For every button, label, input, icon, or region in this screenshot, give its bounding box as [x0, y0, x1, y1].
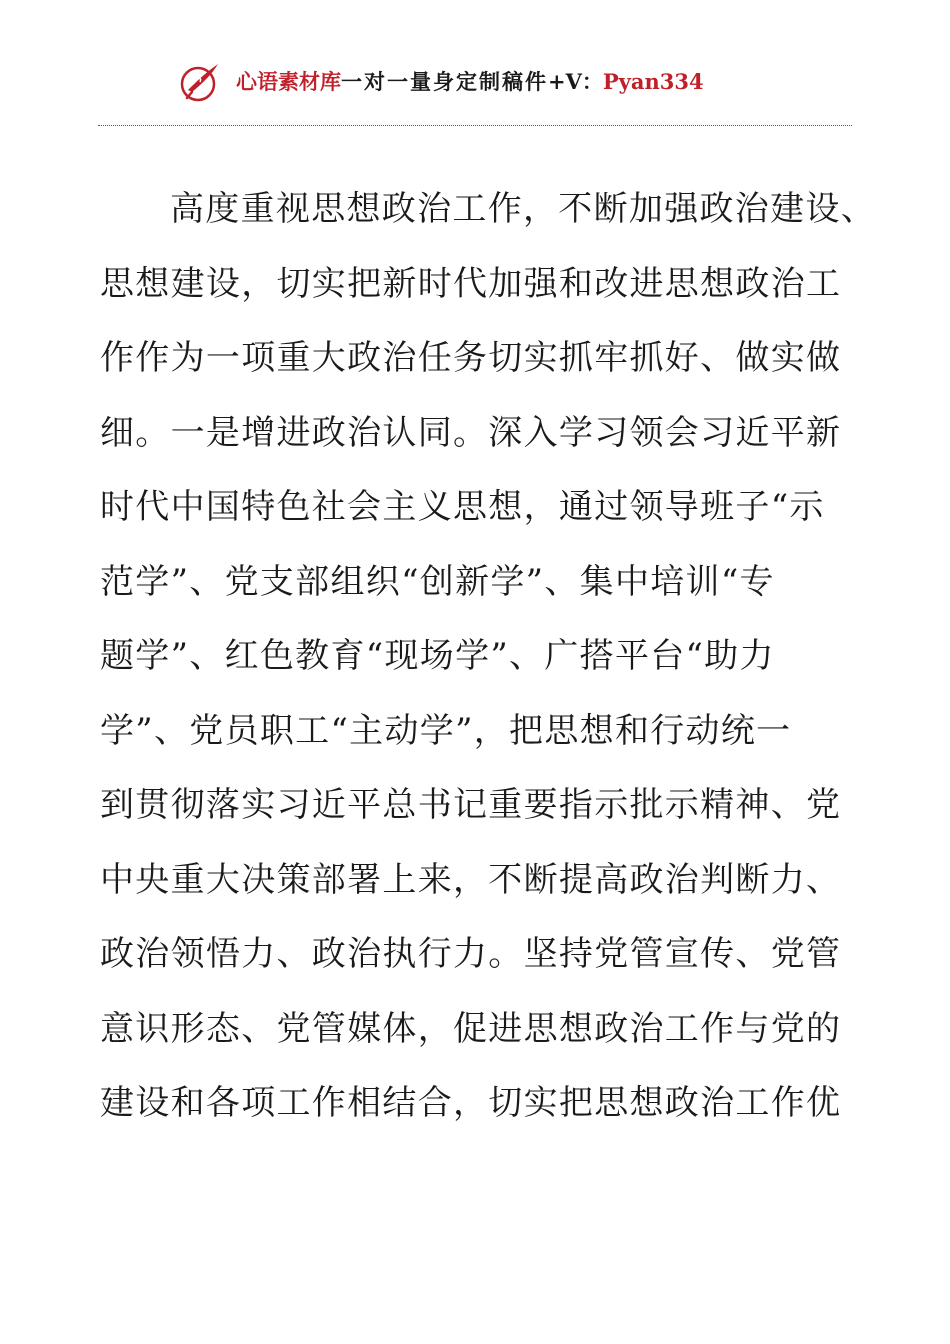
page-header [0, 56, 950, 112]
contact-prefix: +V： [548, 69, 603, 94]
body-line: 高度重视思想政治工作，不断加强政治建设、 [170, 189, 876, 229]
body-line: 意识形态、党管媒体，促进思想政治工作与党的 [100, 1008, 842, 1049]
body-line: 范学”、党支部组织“创新学”、集中培训“专 [100, 561, 775, 602]
header-slogan: 一对一量身定制稿件 [341, 69, 548, 94]
header-divider [98, 125, 852, 126]
quill-pen-logo-icon [178, 60, 222, 104]
body-line: 学”、党员职工“主动学”，把思想和行动统一 [100, 710, 792, 751]
body-line: 中央重大决策部署上来，不断提高政治判断力、 [100, 859, 842, 900]
body-line: 政治领悟力、政治执行力。坚持党管宣传、党管 [100, 934, 842, 974]
body-line: 建设和各项工作相结合，切实把思想政治工作优 [100, 1083, 842, 1123]
body-line: 作作为一项重大政治任务切实抓牢抓好、做实做 [100, 338, 842, 378]
body-line: 时代中国特色社会主义思想，通过领导班子“示 [100, 487, 825, 527]
document-body [100, 172, 876, 1141]
body-line: 思想建设，切实把新时代加强和改进思想政治工 [100, 263, 842, 304]
header-caption [236, 68, 704, 96]
body-line: 细。一是增进政治认同。深入学习领会习近平新 [100, 412, 842, 453]
wechat-id: Pyan334 [602, 69, 704, 94]
body-line: 到贯彻落实习近平总书记重要指示批示精神、党 [100, 785, 842, 825]
brand-name: 心语素材库 [236, 69, 341, 94]
body-line: 题学”、红色教育“现场学”、广搭平台“助力 [100, 636, 775, 676]
